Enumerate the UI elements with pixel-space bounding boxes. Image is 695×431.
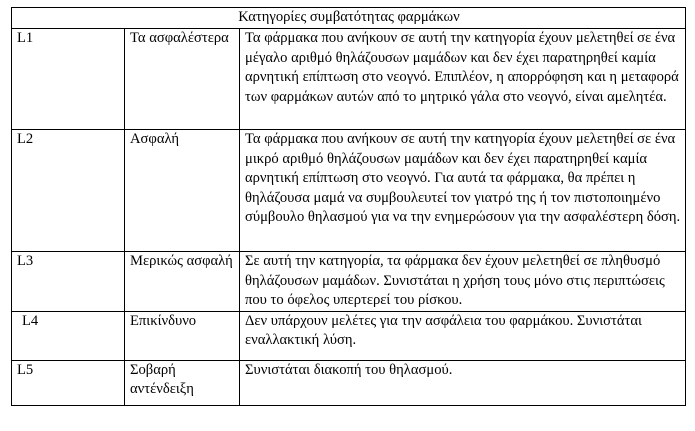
category-description: Τα φάρμακα που ανήκουν σε αυτή την κατηγορία έχουν μελετηθεί σε ένα μικρό αριθμό θηλάζουσων μαμάδων και δεν έχει παρατηρηθεί καμία αρνητική επίπτωση στο νεογνό. Για αυτά τα φάρμακα, θα πρέπει η θηλάζουσα μαμά να συμβουλευτεί τον γιατρό της ή τον πιστοποιημένο σύμβουλο θηλασμού για να την ενημερώσουν για την ασφαλέστερη δόση.: [240, 130, 686, 252]
category-code: L1: [12, 29, 125, 130]
table-row: [12, 360, 686, 405]
category-code: L5: [12, 360, 125, 405]
category-description: Συνιστάται διακοπή του θηλασμού.: [240, 360, 686, 405]
category-label: Ασφαλή: [125, 130, 240, 252]
table-row: [12, 130, 686, 252]
category-description: Τα φάρμακα που ανήκουν σε αυτή την κατηγορία έχουν μελετηθεί σε ένα μέγαλο αριθμό θηλάζουσων μαμάδων και δεν έχει παρατηρηθεί καμία αρνητική επίπτωση στο νεογνό. Επιπλέον, η απορρόφηση και η μεταφορά των φαρμάκων αυτών από το μητρικό γάλα στο νεογνό, είναι αμελητέα.: [240, 29, 686, 130]
category-label: Μερικώς ασφαλή: [125, 252, 240, 312]
table-title: Κατηγορίες συμβατότητας φαρμάκων: [12, 8, 686, 29]
category-label: Επικίνδυνο: [125, 311, 240, 360]
category-description: Δεν υπάρχουν μελέτες για την ασφάλεια του φαρμάκου. Συνιστάται εναλλακτική λύση.: [240, 311, 686, 360]
compatibility-table: [11, 7, 686, 406]
table-row: [12, 29, 686, 130]
table-title-row: [12, 8, 686, 29]
category-description: Σε αυτή την κατηγορία, τα φάρμακα δεν έχουν μελετηθεί σε πληθυσμό θηλάζουσων μαμάδων. Συνιστάται η χρήση τους μόνο στις περιπτώσεις που το όφελος υπερτερεί του ρίσκου.: [240, 252, 686, 312]
table-row: [12, 252, 686, 312]
category-label: Τα ασφαλέστερα: [125, 29, 240, 130]
table-row: [12, 311, 686, 360]
category-code: L2: [12, 130, 125, 252]
category-code: L3: [12, 252, 125, 312]
category-code: L4: [12, 311, 125, 360]
category-label: Σοβαρή αντένδειξη: [125, 360, 240, 405]
